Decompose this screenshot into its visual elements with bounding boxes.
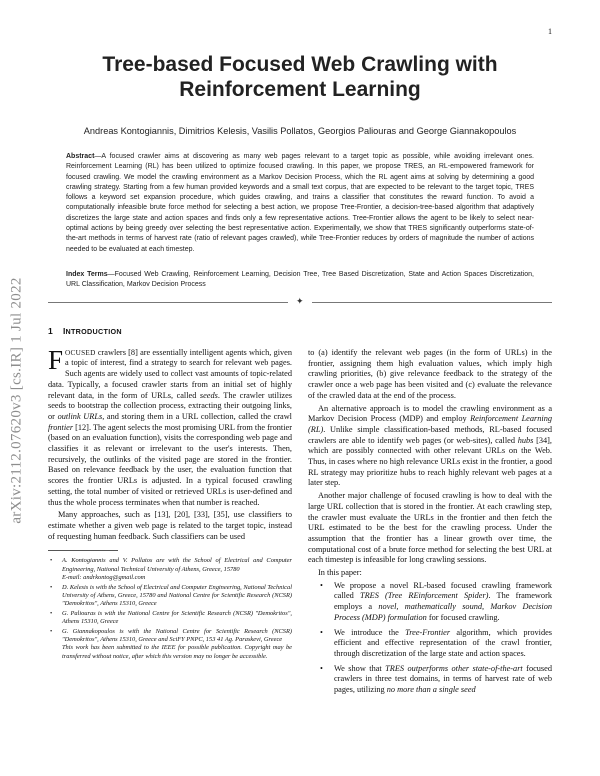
- section-separator: [48, 298, 552, 308]
- term-hubs: hubs: [517, 435, 534, 445]
- section-title-rest: NTRODUCTION: [65, 327, 122, 336]
- arxiv-stamp-text: arXiv:2112.07620v3 [cs.IR] 1 Jul 2022: [8, 276, 25, 524]
- term-seeds: seeds: [199, 390, 218, 400]
- intro-p1-text-c: , and storing them in a URL collection, called the crawl: [102, 411, 292, 421]
- abstract-text: —A focused crawler aims at discovering as many web pages relevant to a target topic as possible, while avoiding irrelevant ones. Reinforcement Learning (RL) has been utilized to optimize focused crawling. In this paper, we propose TRES, an RL-empowered framework for focused crawling. We model the crawling environment as a Markov Decision Process, which the RL agent aims at solving by determining a good crawling strategy. Starting from a few human provided keywords and a small text corpus, that are expected to be relevant to the target topic, TRES follows a keyword set expansion procedure, which guides crawling, and trains a classifier that constitutes the reward function. To avoid a computationally infeasible brute force method for selecting a best action, we propose Tree-Frontier, a decision-tree-based algorithm that adaptively discretizes the large state and action spaces and finds only a few representative actions. Tree-Frontier allows the agent to be likely to select near-optimal actions by being greedy over selecting the best representative action. Experimentally, we show that TRES significantly outperforms state-of-the-art methods in terms of harvest rate (ratio of relevant pages crawled), while Tree-Frontier reduces by orders of magnitude the number of actions needed to be evaluated at each timestep.: [66, 153, 534, 253]
- intro-r2-text-c: [34], which are possibly connected with other relevant URLs on the Web. Thus, in cases where no high relevance URLs exist in the frontier, a good RL strategy may prioritize hubs to reach highly relevant web pages at a later step.: [308, 435, 552, 488]
- contribution-item: [334, 581, 552, 624]
- author-list: Andreas Kontogiannis, Dimitrios Kelesis, Vasilis Pollatos, Georgios Paliouras and George Giannakopoulos: [83, 126, 517, 136]
- term-mdp-formulation: novel, mathematically sound, Markov Decision Process (MDP) formulation: [334, 602, 552, 622]
- contribution-item: [334, 664, 552, 696]
- intro-paragraph-3: to (a) identify the relevant web pages (in the form of URLs) in the frontier, assigning them high evaluation values, which imply high crawling priorities, (b) give relevance feedback to the strategy of the crawler once a web page has been visited and (c) evaluate the relevance of the crawled data at the end of the process.: [308, 348, 552, 400]
- separator-line-right: [312, 302, 552, 303]
- footnote-item: [62, 584, 292, 609]
- author-footnotes: [48, 557, 292, 661]
- abstract-label: Abstract: [66, 153, 95, 160]
- intro-p1-text-a: crawlers [8] are essentially intelligent agents which, given a topic of interest, find a strategy to search for relevant web pages. Such agents are widely used to collect vast amounts of topic-related data. Typically, a focused crawler starts from an initial set of highly relevant data, in the form of URLs, called: [48, 347, 292, 400]
- term-frontier: frontier: [48, 422, 74, 432]
- separator-diamond-icon: ✦: [296, 296, 304, 306]
- intro-paragraph-2: Many approaches, such as [13], [20], [33], [35], use classifiers to estimate whether a given web page is related to the target topic, instead of requesting human feedback. Such classifiers can be used: [48, 510, 292, 541]
- section-title-initial: I: [62, 326, 66, 336]
- abstract: [66, 152, 534, 255]
- contrib-3-text-b: focused crawlers in three test domains, in terms of harvest rate of web pages, utilizing: [334, 663, 552, 695]
- contributions-list: [308, 581, 552, 696]
- intro-p1-text-b: . The crawler utilizes seeds to bootstrap the collection process, extracting their outgoing links, or: [48, 390, 292, 421]
- footnote-email: E-mail: andrkontog@gmail.com: [62, 574, 146, 582]
- term-reinforcement-learning: Reinforcement Learning (RL): [308, 414, 552, 434]
- contrib-1-text-c: for focused crawling.: [426, 612, 500, 622]
- contrib-1-text-a: We propose a novel RL-based focused crawling framework called: [334, 580, 552, 601]
- footnote-rule: [48, 550, 118, 551]
- dropcap-letter: F: [48, 344, 64, 375]
- index-terms-text: —Focused Web Crawling, Reinforcement Learning, Decision Tree, Tree Based Discretization, State and Action Spaces Discretization, URL Classification, Markov Decision Process: [66, 271, 534, 289]
- contrib-2-text-b: algorithm, which provides efficient and effective representation of the crawl frontier, through discretization of the large state and action spaces.: [334, 627, 552, 658]
- separator-line-left: [48, 302, 288, 303]
- intro-lead-word: OCUSED: [65, 348, 96, 357]
- contribution-item: [334, 628, 552, 660]
- footnote-affiliation-1: • A. Kontogiannis and V. Pollatos are with the School of Electrical and Computer Engineering, National Technical University of Athens, Greece, 15780: [62, 557, 292, 573]
- contrib-2-text-a: We introduce the: [334, 627, 406, 637]
- footnote-item: [62, 628, 292, 662]
- term-tres: TRES (Tree REinforcement Spider): [359, 591, 489, 601]
- term-outlinks: outlink URLs: [57, 411, 103, 421]
- intro-p1-text-d: [12]. The agent selects the most promising URL from the frontier (based on an evaluation function), visits the corresponding web page and classifies it as relevant or irrelevant to the user's interests. Then, recursively, the outlinks of the visited page are stored in the frontier. Based on relevance feedback by the user, the evaluation function that scores the frontier URLs is adjusted. In a typical focused crawling setting, the total number of visited or retrieved URLs is user-defined and thus the whole process terminates when that number is reached.: [48, 422, 292, 507]
- contrib-1-text-b: . The framework employs a: [334, 591, 552, 612]
- footnote-affiliation-3: G. Paliouras is with the National Centre for Scientific Research (NCSR) "Demokritos", Athens 15310, Greece: [62, 609, 292, 626]
- term-tree-frontier: Tree-Frontier: [405, 627, 451, 637]
- contrib-3-text-a: We show that: [334, 663, 386, 673]
- section-heading-introduction: [48, 326, 292, 338]
- footnote-item: [62, 610, 292, 627]
- term-single-seed: no more than a single seed: [386, 685, 476, 695]
- term-tres-outperforms: TRES outperforms other state-of-the-art: [385, 663, 523, 673]
- arxiv-identifier-stamp: [6, 220, 28, 580]
- index-terms-label: Index Terms: [66, 271, 108, 278]
- footnote-item: [62, 557, 292, 582]
- footnote-affiliation-2: D. Kelesis is with the School of Electrical and Computer Engineering, National Technical University of Athens, Greece, 15780 and National Centre for Scientific Research (NCSR) "Demokritos", Athens 15310, Greece: [62, 583, 292, 608]
- index-terms: [66, 270, 534, 291]
- intro-r2-text-b: . Unlike simple classification-based methods, RL-based focused crawlers are able to identify web pages (or web-sites), called: [308, 424, 552, 445]
- footnote-affiliation-4: • G. Giannakopoulos is with the National Centre for Scientific Research (NCSR) "Demokritos", Athens 15310, Greece and SciFY PNPC, 153 41 Ag. Paraskevi, Greece: [62, 627, 292, 644]
- intro-paragraph-6: In this paper:: [318, 568, 362, 578]
- right-column: [308, 348, 552, 700]
- section-number: 1: [48, 326, 53, 336]
- footnote-copyright-notice: This work has been submitted to the IEEE for possible publication. Copyright may be transferred without notice, after which this version may no longer be accessible.: [62, 644, 292, 660]
- page-number: 1: [548, 27, 552, 36]
- paper-title: Tree-based Focused Web Crawling with Reinforcement Learning: [102, 53, 498, 101]
- intro-paragraph-4: [308, 404, 552, 490]
- intro-paragraph-5: Another major challenge of focused crawling is how to deal with the large URL collection that is stored in the frontier. At each crawling step, the crawler must evaluate the URLs in the frontier and then fetch the URL estimated to be the best for the crawling process. Under the assumption that the frontier has a linear growth over time, the computational cost of a brute force method for selecting the best URL at each timestep is infeasible for long crawling sessions.: [308, 491, 552, 565]
- left-column: [48, 326, 292, 662]
- intro-r2-text-a: An alternative approach is to model the crawling environment as a Markov Decision Process (MDP) and employ: [308, 403, 552, 424]
- intro-paragraph-1: [48, 344, 292, 509]
